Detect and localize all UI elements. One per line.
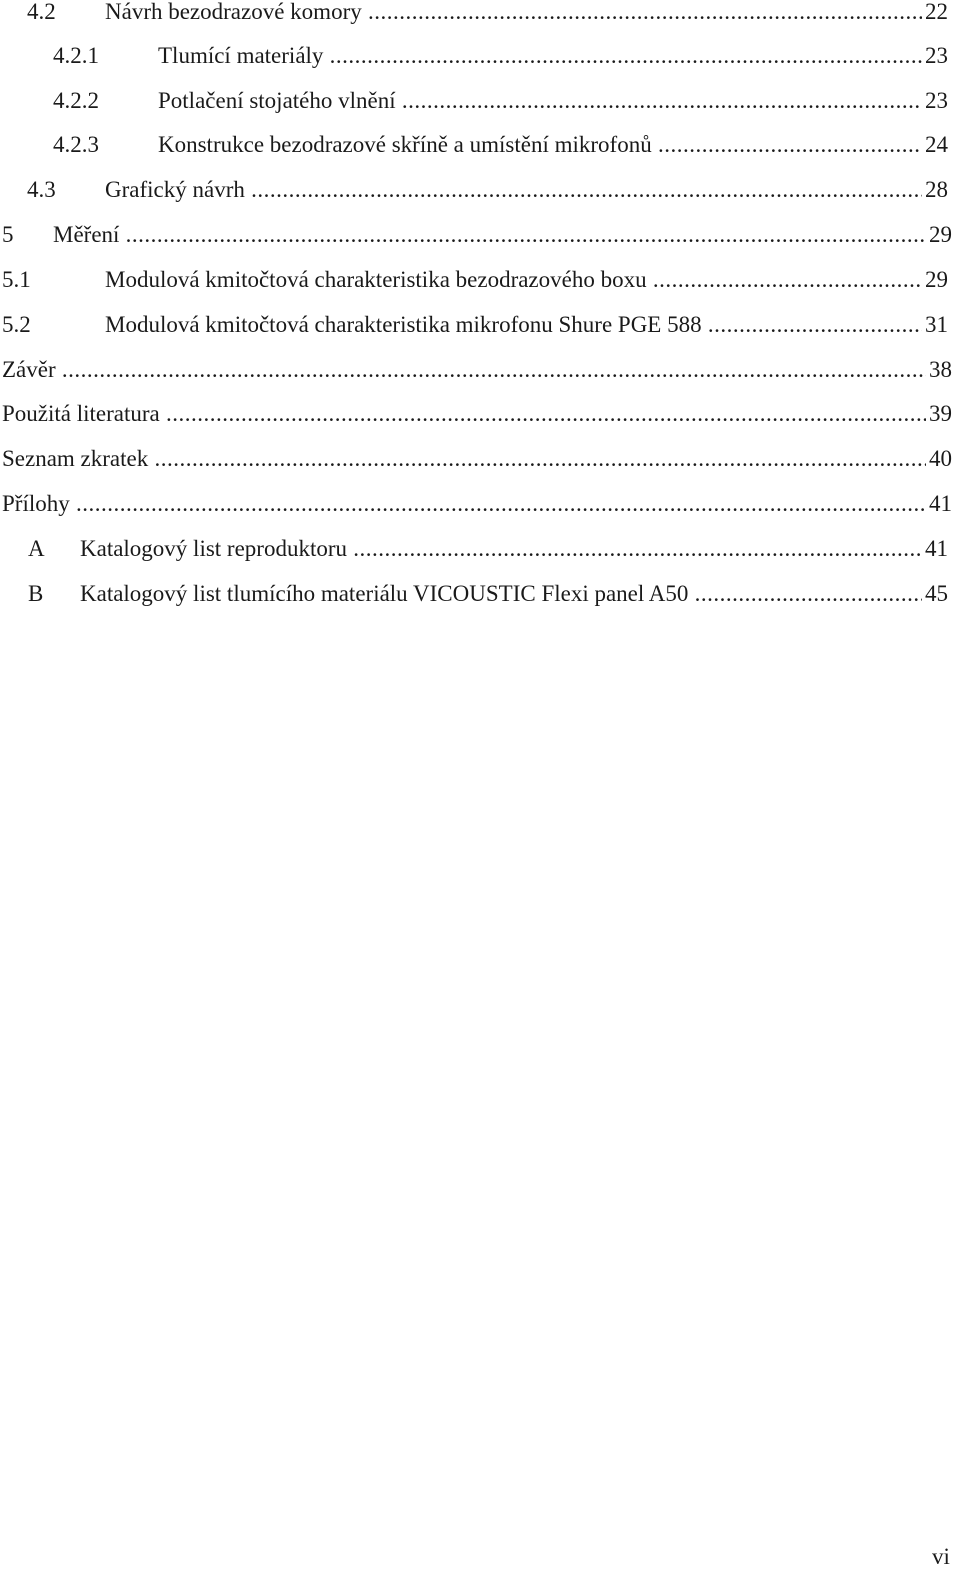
toc-entry-title: Použitá literatura ..... [2, 399, 928, 429]
toc-entry-number: 5.1 [2, 267, 31, 292]
toc-entry-number: 4.2.2 [53, 88, 99, 113]
toc-entry-page: 29 [926, 220, 952, 250]
toc-entry-title: Měření ..... [53, 220, 928, 250]
toc-entry-title: Potlačení stojatého vlnění ..... [158, 86, 925, 116]
toc-entry-title: Závěr ..... [2, 355, 928, 385]
toc-entry-title: Tlumící materiály ..... [158, 41, 925, 71]
page-number: vi [932, 1544, 950, 1569]
toc-entry-number: A [28, 536, 45, 561]
toc-entry-title: Katalogový list reproduktoru ..... [80, 534, 925, 564]
toc-entry-page: 29 [922, 265, 948, 295]
toc-entry-title: Konstrukce bezodrazové skříně a umístění mikrofonů ..... [158, 130, 925, 160]
toc-entry-title: Modulová kmitočtová charakteristika bezodrazového boxu ..... [105, 265, 925, 295]
toc-entry-page: 31 [922, 310, 948, 340]
toc-entry-page: 23 [922, 86, 948, 116]
toc-entry-page: 28 [922, 175, 948, 205]
toc-entry-number: B [28, 581, 44, 606]
toc-entry-page: 41 [922, 534, 948, 564]
toc-entry-number: 5.2 [2, 312, 31, 337]
toc-entry-page: 23 [922, 41, 948, 71]
toc-entry-page: 24 [922, 130, 948, 160]
toc-entry-number: 4.3 [27, 177, 56, 202]
toc-entry-title: Modulová kmitočtová charakteristika mikrofonu Shure PGE 588 ..... [105, 310, 925, 340]
toc-entry-title: Grafický návrh ..... [105, 175, 925, 205]
toc-entry-page: 39 [926, 399, 952, 429]
toc-entry-page: 22 [922, 0, 948, 27]
toc-entry-title: Katalogový list tlumícího materiálu VICOUSTIC Flexi panel A50 ..... [80, 579, 925, 609]
toc-entry-title: Přílohy ..... [2, 489, 928, 519]
toc-entry-number: 4.2.1 [53, 43, 99, 68]
toc-entry-title: Návrh bezodrazové komory ..... [105, 0, 925, 27]
toc-entry-page: 45 [922, 579, 948, 609]
toc-entry-number: 4.2 [27, 0, 56, 24]
toc-entry-page: 40 [926, 444, 952, 474]
toc-entry-page: 41 [926, 489, 952, 519]
toc-entry-number: 5 [2, 222, 14, 247]
toc-entry-number: 4.2.3 [53, 132, 99, 157]
toc-entry-page: 38 [926, 355, 952, 385]
toc-entry-title: Seznam zkratek ..... [2, 444, 928, 474]
